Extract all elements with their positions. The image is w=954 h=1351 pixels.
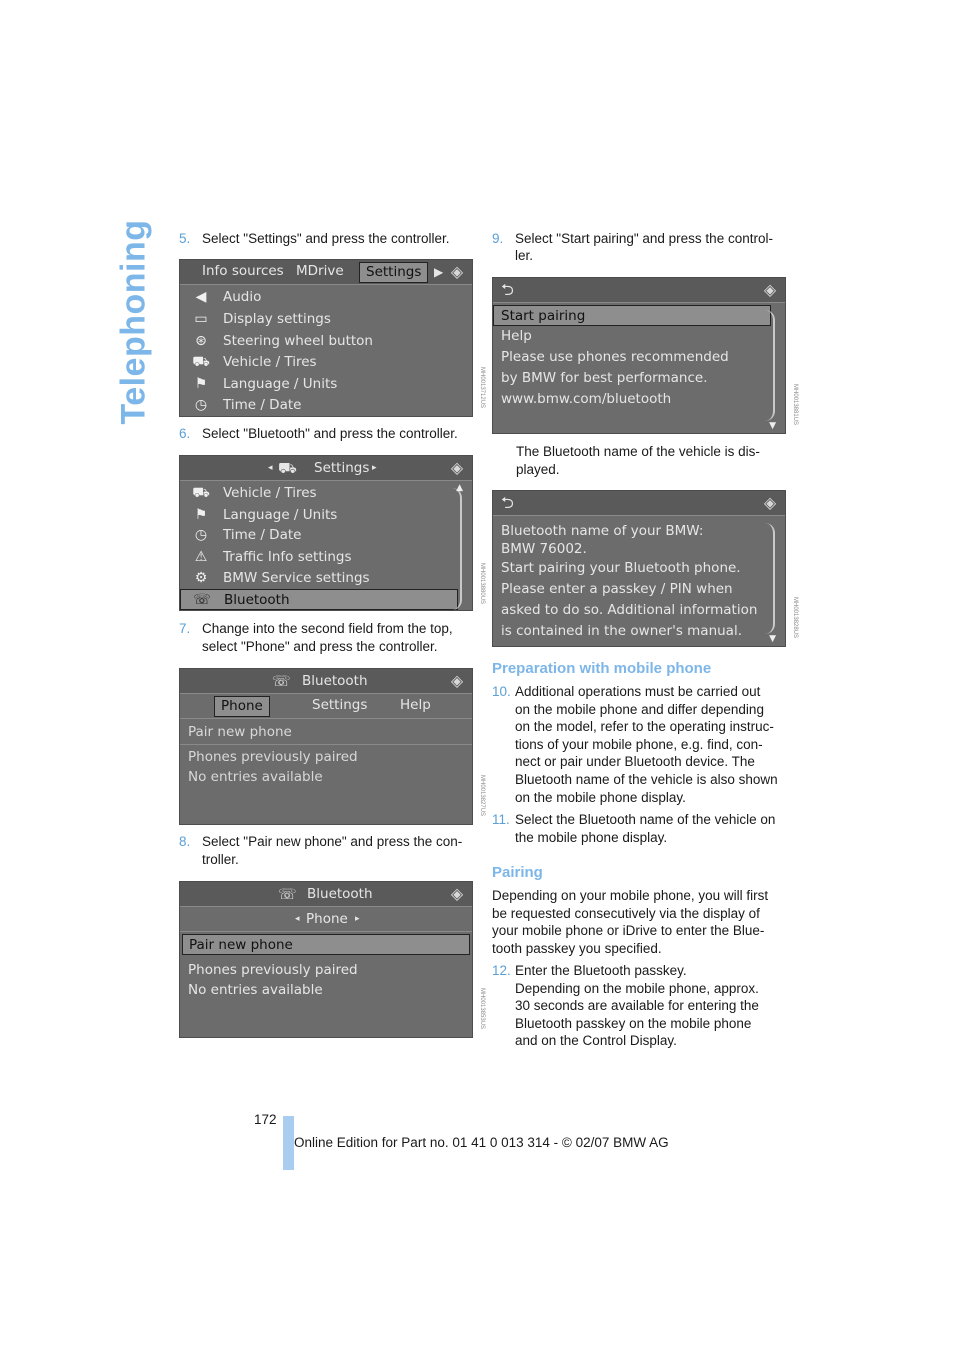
step-10 [492, 683, 792, 807]
step-text: select "Phone" and press the controller. [202, 639, 438, 654]
menu-item-bluetooth[interactable]: ☏ Bluetooth [180, 589, 458, 610]
next-icon: ▸ [355, 914, 360, 924]
no-entries-label: No entries available [188, 769, 323, 785]
settings-menu-screen [179, 259, 473, 417]
menu-item-audio[interactable]: ◀ Audio [180, 287, 472, 308]
heading-pairing: Pairing [492, 864, 543, 881]
service-icon: ⚙ [194, 570, 208, 586]
screen-header [180, 882, 472, 907]
step-number: 8. [179, 834, 191, 849]
no-entries-label: No entries available [188, 982, 323, 998]
heading-preparation: Preparation with mobile phone [492, 660, 712, 677]
screen-header [493, 278, 785, 303]
scroll-down-icon: ▼ [769, 634, 776, 644]
menu-item-bmw-service[interactable]: ⚙ BMW Service settings [180, 568, 472, 589]
tab-info-sources[interactable]: Info sources [202, 263, 284, 279]
menu-item-help[interactable]: Help [501, 328, 532, 344]
scrollbar[interactable] [765, 310, 775, 421]
image-code: MH0013828US [792, 597, 798, 639]
step-11 [492, 811, 792, 847]
car-icon: ⛟ [192, 485, 210, 501]
tab-settings[interactable]: Settings [359, 262, 428, 283]
screen-title: Settings [314, 460, 370, 476]
step-number: 12. [492, 963, 511, 978]
car-icon: ⛟ [192, 354, 210, 370]
step-text: Change into the second field from the top, [202, 621, 453, 636]
section-title [112, 219, 156, 425]
menu-item-vehicle-tires[interactable]: ⛟ Vehicle / Tires [180, 352, 472, 373]
menu-item-steering-wheel-button[interactable]: ⊛ Steering wheel button [180, 331, 472, 352]
step-number: 7. [179, 621, 191, 636]
tab-phone[interactable]: Phone [214, 696, 270, 717]
info-url: www.bmw.com/bluetooth [501, 391, 672, 407]
menu-item-traffic-info[interactable]: ⚠ Traffic Info settings [180, 547, 472, 568]
phones-previously-paired-label: Phones previously paired [188, 962, 358, 978]
info-line: is contained in the owner's manual. [501, 623, 742, 639]
info-line: by BMW for best performance. [501, 370, 708, 386]
step-9 [492, 230, 792, 266]
image-code: MH0013712US [479, 367, 485, 409]
prev-icon: ◂ [295, 914, 300, 924]
step-text: Additional operations must be carried out on the mobile phone and differ depending on the model, refer to the operating instruc- tions of your mobile phone, e.g. find, con- nect or pair under Bluetooth device. The Bluetooth name of the vehicle is also shown on the mobile phone display. [515, 684, 778, 805]
scroll-down-icon: ▼ [769, 421, 776, 431]
menu-item-pair-new-phone[interactable]: Pair new phone [182, 934, 470, 955]
image-code: MH0013881US [792, 384, 798, 426]
flag-icon: ⚑ [194, 376, 208, 392]
step-8 [179, 833, 479, 869]
bluetooth-name-screen [492, 490, 786, 647]
info-line: Please use phones recommended [501, 349, 729, 365]
divider [180, 744, 472, 745]
section-title-text: Telephoning [114, 219, 153, 425]
step-text: Select "Pair new phone" and press the con- [202, 834, 463, 849]
page-number: 172 [254, 1112, 277, 1127]
phones-previously-paired-label: Phones previously paired [188, 749, 358, 765]
image-code: MH0013827US [479, 775, 485, 817]
step-text: Enter the Bluetooth passkey. Depending on the mobile phone, approx. 30 seconds are available for entering the Bluetooth passkey on the mobile phone and on the Control Display. [515, 963, 759, 1049]
controller-icon: ◈ [763, 280, 777, 299]
step-number: 10. [492, 684, 511, 699]
menu-item-start-pairing[interactable]: Start pairing [493, 305, 771, 326]
sub-title: Phone [306, 911, 348, 927]
footer-text: Online Edition for Part no. 01 41 0 013 314 - © 02/07 BMW AG [294, 1135, 669, 1150]
image-code: MH0013880US [479, 563, 485, 605]
back-icon[interactable]: ⮌ [501, 493, 514, 512]
scroll-up-icon: ▲ [456, 483, 463, 493]
menu-item-time-date[interactable]: ◷ Time / Date [180, 395, 472, 416]
step-text: Select "Bluetooth" and press the controller. [202, 426, 458, 441]
info-line: asked to do so. Additional information [501, 602, 758, 618]
screen-header [180, 669, 472, 694]
start-pairing-screen [492, 277, 786, 434]
step-text: Select the Bluetooth name of the vehicle on the mobile phone display. [515, 812, 776, 845]
controller-icon: ◈ [450, 458, 464, 477]
pair-new-phone-item[interactable]: Pair new phone [188, 724, 292, 740]
tab-help[interactable]: Help [400, 697, 431, 713]
settings-submenu-screen [179, 455, 473, 611]
back-icon[interactable]: ⮌ [501, 280, 514, 299]
menu-item-time-date[interactable]: ◷ Time / Date [180, 525, 472, 546]
menu-item-vehicle-tires[interactable]: ⛟ Vehicle / Tires [180, 483, 472, 504]
step-number: 5. [179, 231, 191, 246]
step-number: 11. [492, 812, 510, 827]
prev-icon: ◂ [268, 463, 273, 473]
screen-header [180, 260, 472, 285]
step-12 [492, 962, 792, 1052]
steering-wheel-icon: ⊛ [195, 333, 207, 349]
display-icon: ▭ [194, 311, 208, 327]
controller-icon: ◈ [763, 493, 777, 512]
controller-icon: ◈ [450, 884, 464, 903]
image-code: MH0013853US [479, 988, 485, 1030]
bluetooth-phone-icon: ☏ [278, 885, 297, 903]
menu-item-language-units[interactable]: ⚑ Language / Units [180, 505, 472, 526]
sub-header [180, 907, 472, 932]
step-number: 9. [492, 231, 504, 246]
clock-icon: ◷ [194, 527, 208, 543]
next-tab-icon: ▶ [434, 265, 444, 279]
tab-mdrive[interactable]: MDrive [296, 263, 344, 279]
step-7 [179, 620, 479, 656]
screen-title: Bluetooth [307, 886, 373, 902]
audio-icon: ◀ [195, 289, 207, 305]
screen-title: Bluetooth [302, 673, 368, 689]
screen-header [493, 491, 785, 516]
step-text: troller. [202, 852, 239, 867]
step-text: Select "Settings" and press the controller. [202, 231, 450, 246]
scrollbar[interactable] [452, 488, 462, 610]
next-icon: ▸ [372, 463, 377, 473]
flag-icon: ⚑ [194, 507, 208, 523]
info-line: Start pairing your Bluetooth phone. [501, 560, 741, 576]
pairing-paragraph: Depending on your mobile phone, you will first be requested consecutively via the display of your mobile phone or iDrive to enter the Blue- tooth passkey you specified. [492, 888, 769, 956]
note-bluetooth-name: The Bluetooth name of the vehicle is dis- played. [516, 444, 760, 477]
footer-accent-bar [283, 1116, 294, 1170]
info-line: Please enter a passkey / PIN when [501, 581, 733, 597]
bluetooth-phone-tab-screen [179, 668, 473, 825]
info-line: BMW 76002. [501, 541, 587, 557]
step-text: Select "Start pairing" and press the control- [515, 231, 773, 246]
bluetooth-phone-screen [179, 881, 473, 1038]
clock-icon: ◷ [194, 397, 208, 413]
controller-icon: ◈ [450, 262, 464, 281]
tab-settings[interactable]: Settings [312, 697, 368, 713]
step-text: ler. [515, 248, 534, 263]
settings-car-icon: ⛟ [278, 459, 297, 477]
controller-icon: ◈ [450, 671, 464, 690]
warning-icon: ⚠ [194, 549, 208, 565]
screen-header [180, 456, 472, 481]
tab-bar [180, 694, 472, 719]
bluetooth-icon: ☏ [193, 592, 211, 608]
menu-item-language-units[interactable]: ⚑ Language / Units [180, 374, 472, 395]
bluetooth-phone-icon: ☏ [272, 672, 291, 690]
menu-item-display-settings[interactable]: ▭ Display settings [180, 309, 472, 330]
scrollbar[interactable] [765, 523, 775, 634]
info-line: Bluetooth name of your BMW: [501, 523, 704, 539]
step-number: 6. [179, 426, 191, 441]
